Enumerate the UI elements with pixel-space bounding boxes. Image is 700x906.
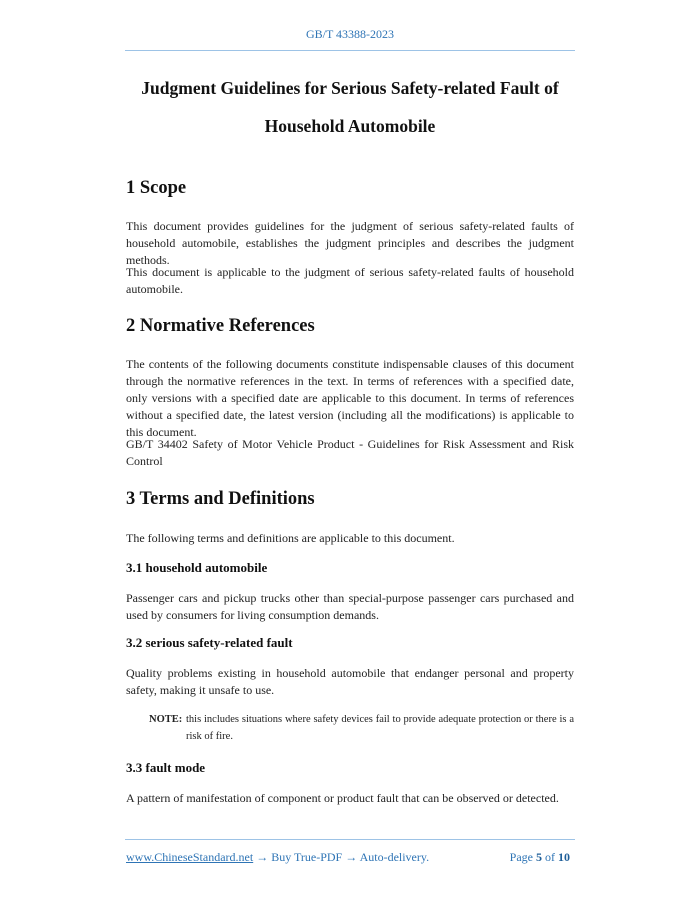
note-label: NOTE:: [149, 714, 183, 725]
note-text: this includes situations where safety devices fail to provide adequate protection or there is a risk of fire.: [186, 714, 574, 742]
terms-intro-paragraph: The following terms and definitions are applicable to this document.: [126, 531, 455, 545]
normative-references-paragraph: The contents of the following documents constitute indispensable clauses of this document through the normative references in the text. In terms of references with a specified date, only versions with a specified date are applicable to this document. In terms of references without a specified date, the latest version (including all the modifications) is applicable to this document.: [126, 357, 574, 439]
current-page-number: 5: [536, 850, 542, 864]
term-definition-3-2: Quality problems existing in household automobile that endanger personal and property safety, making it unsafe to use.: [126, 666, 574, 697]
section-heading-terms-definitions: 3 Terms and Definitions: [126, 489, 315, 509]
term-heading-3-1: 3.1 household automobile: [126, 560, 268, 575]
scope-paragraph-2: This document is applicable to the judgment of serious safety-related faults of household automobile.: [126, 265, 574, 296]
header-divider: [125, 50, 575, 51]
page-footer: [126, 850, 574, 865]
term-heading-3-3: 3.3 fault mode: [126, 760, 206, 775]
scope-paragraph-1: This document provides guidelines for the judgment of serious safety-related faults of household automobile, establishes the judgment principles and describes the judgment methods.: [126, 219, 574, 267]
note-block: [149, 711, 574, 742]
total-pages-number: 10: [558, 850, 570, 864]
chinesestandard-link[interactable]: www.ChineseStandard.net: [126, 850, 254, 864]
section-heading-scope: 1 Scope: [126, 178, 187, 198]
term-heading-3-2: 3.2 serious safety-related fault: [126, 635, 293, 650]
document-title-line-1: Judgment Guidelines for Serious Safety-related Fault of: [141, 78, 559, 98]
term-definition-3-3: A pattern of manifestation of component or product fault that can be observed or detected.: [126, 791, 559, 805]
term-definition-3-1: Passenger cars and pickup trucks other than special-purpose passenger cars purchased and used by consumers for living consumption demands.: [126, 591, 574, 622]
page-of-label: of: [545, 850, 555, 864]
page-label: Page: [509, 850, 533, 864]
footer-promo-text: → Buy True-PDF → Auto-delivery.: [253, 850, 430, 864]
section-heading-normative-references: 2 Normative References: [126, 316, 315, 336]
page-indicator: [510, 850, 570, 865]
normative-reference-item: GB/T 34402 Safety of Motor Vehicle Product - Guidelines for Risk Assessment and Risk Control: [126, 437, 574, 468]
standard-number-header: GB/T 43388-2023: [305, 27, 395, 41]
document-title-line-2: Household Automobile: [264, 116, 436, 136]
footer-divider: [125, 839, 575, 840]
